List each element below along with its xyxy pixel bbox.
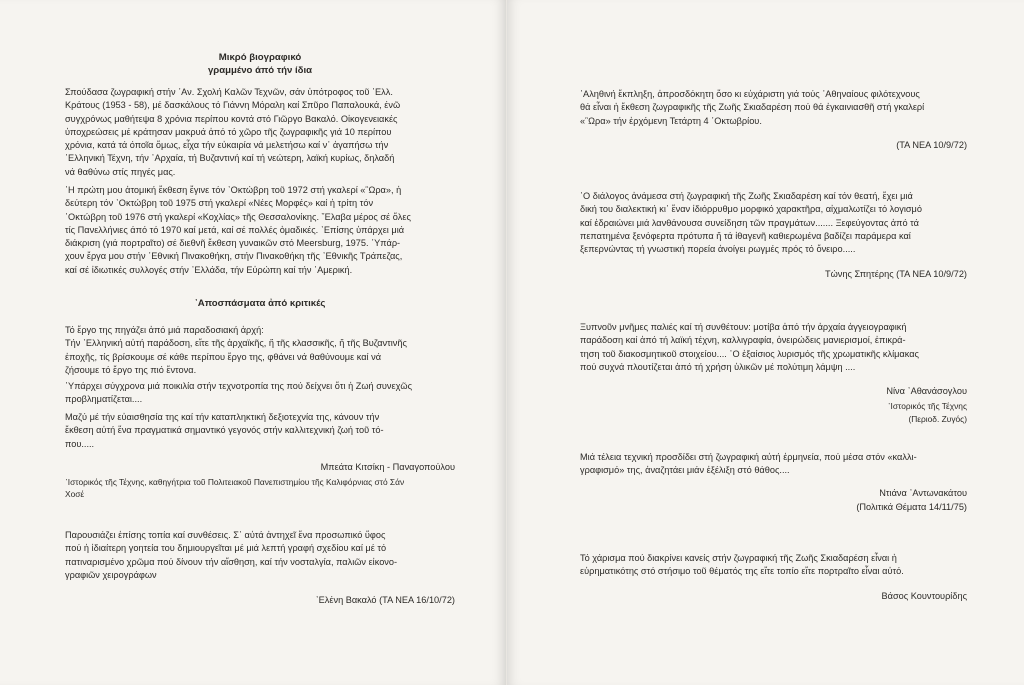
text-line: εὐρηματικότης στό στήσιμο τοῦ θέματός της εἴτε τοπίο εἴτε πορτραῖτο εἶναι αὐτό. bbox=[580, 566, 904, 577]
text-line: καί σέ ἰδιωτικές συλλογές στήν ᾽Ελλάδα, τήν Εὐρώπη καί τήν ᾽Αμερική. bbox=[65, 264, 353, 275]
text-line: διάκριση (γιά πορτραῖτο) σέ διεθνῆ ἔκθεση γυναικῶν στό Meersburg, 1975. ῾Υπάρ- bbox=[65, 238, 401, 249]
critique-1-paragraph-1 bbox=[65, 324, 475, 377]
critique-7-author: Βάσος Κουντουρίδης bbox=[881, 591, 967, 601]
text-line: συγχρόνως μαθήτεψα 8 χρόνια περίπου κοντά στό Γιῶργο Βακαλό. Οἰκογενειακές bbox=[65, 113, 398, 124]
text-line: Παρουσιάζει ἐπίσης τοπία καί συνθέσεις. Σ᾽ αὐτά ἀντηχεῖ ἕνα προσωπικό ὕφος bbox=[65, 530, 386, 540]
bio-title-line: Μικρό βιογραφικό bbox=[218, 52, 302, 63]
text-line: ἔκθεση αὐτή ἕνα πραγματικά σημαντικό γεγονός στήν καλλιτεχνική ζωή τοῦ τό- bbox=[65, 425, 384, 436]
critique-5-source: (Περιοδ. Ζυγός) bbox=[908, 414, 967, 424]
text-line: ᾽Οκτώβρη τοῦ 1976 στή γκαλερί «Κοχλίας» τῆς Θεσσαλονίκης. ῎Ελαβα μέρος σέ ὅλες bbox=[65, 211, 411, 222]
bio-paragraph-1 bbox=[65, 86, 475, 179]
text-line: ᾽Ελληνική Τέχνη, τήν ᾽Αρχαία, τή Βυζαντινή καί τή νεώτερη, λαϊκή κυρίως, δηλαδή bbox=[65, 153, 395, 164]
critique-5-author: Νίνα ᾽Αθανάσογλου bbox=[886, 386, 967, 396]
text-line: πεπατημένα ξενόφερτα πρότυπα ἤ τά ἰθαγενῆ καθιερωμένα βαδίζει παράμερα καί bbox=[580, 230, 911, 241]
text-line: θά εἶναι ἡ ἔκθεση ζωγραφικῆς τῆς Ζωῆς Σκιαδαρέση πού θά ἐγκαινιασθῆ στή γκαλερί bbox=[580, 102, 925, 113]
text-line: ἐποχῆς, τίς βρίσκουμε σέ κάθε περίπου ἔργο της, φθάνει νά θαθύνουμε καί νά bbox=[65, 351, 382, 362]
text-line: ὑποχρεώσεις μέ κράτησαν μακρυά ἀπό τό χῶρο τῆς ζωγραφικῆς γιά 10 περίπου bbox=[65, 126, 392, 137]
text-line: τίς Πανελλήνιες άπό τό 1970 καί μετά, καί σέ πολλές ὁμαδικές. ᾽Επίσης ὑπάρχει μιά bbox=[65, 224, 405, 235]
text-line: ξεπερνώντας τή γνωστική πορεία ἀνοίγει ρωγμές πρός τό ὄνειρο..... bbox=[580, 244, 856, 255]
text-line: Χοσέ bbox=[65, 489, 85, 499]
critique-3-source: (ΤΑ ΝΕΑ 10/9/72) bbox=[896, 140, 967, 150]
excerpts-title: ᾽Αποσπάσματα ἀπό κριτικές bbox=[194, 298, 326, 309]
text-line: ῾Ο διάλογος ἀνάμεσα στή ζωγραφική τῆς Ζωῆς Σκιαδαρέση καί τόν θεατή, ἔχει μιά bbox=[580, 191, 913, 201]
left-page bbox=[0, 0, 506, 685]
critique-5-author-role: ᾽Ιστορικός τῆς Τέχνης bbox=[887, 401, 967, 411]
text-line: Τό χάρισμα πού διακρίνει κανείς στήν ζωγραφική τῆς Ζωῆς Σκιαδαρέση εἶναι ἡ bbox=[580, 553, 897, 563]
critique-1-author: Μπεάτα Κιτσίκη - Παναγοπούλου bbox=[320, 462, 455, 472]
critique-1-paragraph-3 bbox=[65, 411, 475, 451]
text-line: γραφιῶν χειρογράφων bbox=[65, 569, 157, 580]
text-line: ᾽Η πρώτη μου ἀτομική ἔκθεση ἔγινε τόν ᾽Οκτώβρη τοῦ 1972 στή γκαλερί «῝Ωρα», ἡ bbox=[65, 185, 402, 195]
text-line: πού συχνά πλουτίζεται ἀπό τή χρήση ὑλικῶν μέ πολύτιμη λάμψη .... bbox=[580, 361, 856, 372]
text-line: χρόνια, κατά τά όποῖα ὅμως, εἶχα τήν εὐκαιρία νά μελετήσω καί ν᾽ ἀγαπήσω τήν bbox=[65, 140, 389, 151]
text-line: πού ἡ ἰδιαίτερη γοητεία του δημιουργεῖται μέ μιά λεπτή γραφή σχεδίου καί μέ τό bbox=[65, 543, 387, 554]
text-line: που..... bbox=[65, 438, 95, 449]
text-line: τηση τοῦ διακοσμητικοῦ στοιχείου.... ᾽Ο ἐξαίσιος λυρισμός τῆς χρωματικῆς κλίμακας bbox=[580, 348, 919, 359]
critique-1-paragraph-2 bbox=[65, 380, 475, 407]
critique-5-paragraph bbox=[580, 321, 1000, 374]
critique-6-source: (Πολιτικά Θέματα 14/11/75) bbox=[856, 502, 967, 512]
text-line: προβληματίζεται.... bbox=[65, 394, 143, 405]
text-line: ᾽Αληθινή ἔκπληξη, ἀπροσδόκητη ὅσο κι εὐχάριστη γιά τούς ᾽Αθηναίους φιλότεχνους bbox=[580, 89, 920, 99]
text-line: ζήσουμε τό ἔργο της πιό ἔντονα. bbox=[65, 364, 197, 375]
text-line: χουν ἔργα μου στήν ᾽Εθνική Πινακοθήκη, στήν Πινακοθήκη τῆς ᾽Εθνικῆς Τράπεζας, bbox=[65, 251, 403, 262]
text-line: νά θαθύνω στίς πηγές μας. bbox=[65, 166, 176, 177]
critique-2-paragraph bbox=[65, 529, 475, 582]
bio-title bbox=[60, 51, 460, 78]
critique-4-author: Τώνης Σπητέρης (ΤΑ ΝΕΑ 10/9/72) bbox=[824, 269, 967, 279]
text-line: πατιναρισμένο χρῶμα πού δίνουν τήν αἴσθηση, καί τήν νοσταλγία, παλιῶν εἰκονο- bbox=[65, 556, 398, 567]
text-line: «῝Ωρα» τήν ἐρχόμενη Τετάρτη 4 ᾽Οκτωβρίου. bbox=[580, 115, 762, 126]
text-line: παράδοση καί ἀπό τή λαϊκή τέχνη, καλλιγραφία, ὀνειρώδεις μανιερισμοί, ἐπικρά- bbox=[580, 335, 906, 346]
right-page bbox=[507, 0, 1024, 685]
text-line: ῾Υπάρχει σύγχρονα μιά ποικιλία στήν τεχνοτροπία της πού δείχνει ὅτι ἡ Ζωή συνεχῶς bbox=[65, 381, 413, 391]
text-line: δεύτερη τόν ᾽Οκτώβρη τοῦ 1975 στή γκαλερί «Νέες Μορφές» καί ἡ τρίτη τόν bbox=[65, 198, 374, 209]
critique-2-author: ᾽Ελένη Βακαλό (ΤΑ ΝΕΑ 16/10/72) bbox=[315, 595, 455, 605]
critique-3-paragraph bbox=[580, 88, 1000, 128]
critique-6-paragraph bbox=[580, 451, 1000, 478]
bio-title-line: γραμμένο άπό τήν ίδια bbox=[207, 65, 313, 77]
critique-7-paragraph bbox=[580, 552, 1000, 579]
bio-paragraph-2 bbox=[65, 184, 475, 277]
text-line: Μαζύ μέ τήν εὐαισθησία της καί τήν καταπληκτική δεξιοτεχνία της, κάνουν τήν bbox=[65, 412, 380, 422]
text-line: Τήν ᾽Ελληνική αὐτή παράδοση, εἴτε τῆς ἀρχαϊκῆς, ἤ τῆς κλασσικῆς, ἤ τῆς Βυζαντινῆς bbox=[65, 338, 407, 349]
text-line: Κράτους (1953 - 58), μέ δασκάλους τό Γιάννη Μόραλη καί Σπῦρο Παπαλουκά, ένῶ bbox=[65, 100, 401, 111]
text-line: καί ἑδραιώνει μιά λανθάνουσα συνείδηση τῶν πραγμάτων....... Ξεφεύγοντας ἀπό τά bbox=[580, 217, 919, 228]
critique-4-paragraph bbox=[580, 190, 1000, 256]
critique-1-author-role bbox=[65, 476, 475, 500]
text-line: Ξυπνοῦν μνῆμες παλιές καί τή συνθέτουν: μοτίβα ἀπό τήν ἀρχαία ἀγγειογραφική bbox=[580, 322, 907, 332]
text-line: Μιά τέλεια τεχνική προσδίδει στή ζωγραφική αὐτή ἑρμηνεία, πού μέσα στόν «καλλι- bbox=[580, 452, 917, 462]
text-line: Σπούδασα ζωγραφική στήν ᾽Αν. Σχολή Καλῶν Τεχνῶν, σάν ὑπότροφος τοῦ ᾽Ελλ. bbox=[65, 87, 393, 97]
text-line: γραφισμό» της, ἀναζητάει μιάν ἐξέλιξη στό θάθος.... bbox=[580, 465, 790, 476]
text-line: ᾽Ιστορικός τῆς Τέχνης, καθηγήτρια τοῦ Πολιτειακοῦ Πανεπιστημίου τῆς Καλιφόρνιας στό Σάν bbox=[65, 477, 405, 487]
text-line: δική του διαλεκτική κι᾽ ἕναν ἰδιόρρυθμο μορφικό χαρακτῆρα, αἰχμαλωτίζει τό λογισμό bbox=[580, 204, 922, 215]
text-line: Τό ἔργο της πηγάζει ἀπό μιά παραδοσιακή ἀρχή: bbox=[65, 325, 264, 335]
critique-6-author: Ντιάνα ᾽Αντωνακάτου bbox=[879, 488, 967, 498]
